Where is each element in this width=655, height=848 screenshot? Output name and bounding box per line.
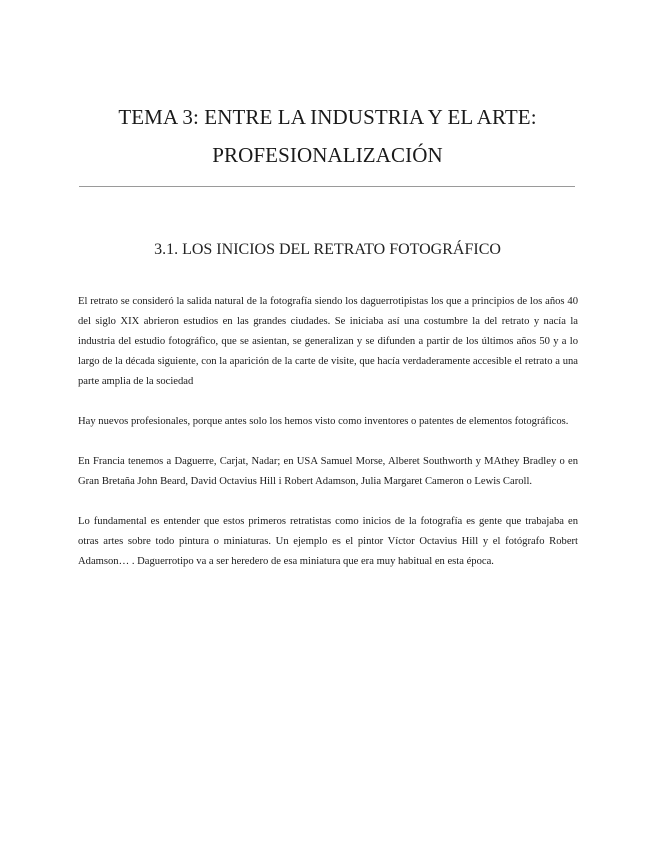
document-title-line-2: PROFESIONALIZACIÓN [212,143,443,167]
document-title [40,98,615,174]
document-title-line-1: TEMA 3: ENTRE LA INDUSTRIA Y EL ARTE: [118,105,537,129]
paragraph-2: Hay nuevos profesionales, porque antes solo los hemos visto como inventores o patentes de elementos fotográficos. [78,416,569,427]
paragraph-1: El retrato se consideró la salida natural de la fotografía siendo los daguerrotipistas los que a principios de los años 40 del siglo XIX abrieron estudios en las grandes ciudades. Se iniciaba así una costumbre la del retrato y nacía la industria del estudio fotográfico, que se asientan, se generalizan y se difunden a partir de los últimos años 50 y a lo largo de la década siguiente, con la aparición de la carte de visite, que hacía verdaderamente accesible el retrato a una parte amplia de la sociedad [78,296,578,387]
paragraph-4: Lo fundamental es entender que estos primeros retratistas como inicios de la fotografía es gente que trabajaba en otras artes sobre todo pintura o miniaturas. Un ejemplo es el pintor Víctor Octavius Hill y el fotógrafo Robert Adamson… . Daguerrotipo va a ser heredero de esa miniatura que era muy habitual en esta época. [78,516,578,567]
section-title: 3.1. LOS INICIOS DEL RETRATO FOTOGRÁFICO [154,241,501,258]
paragraph-3: En Francia tenemos a Daguerre, Carjat, Nadar; en USA Samuel Morse, Alberet Southworth y MAthey Bradley o en Gran Bretaña John Beard, David Octavius Hill i Robert Adamson, Julia Margaret Cameron o Lewis Caroll. [78,456,578,487]
title-divider [79,186,575,187]
body-text [78,292,578,592]
